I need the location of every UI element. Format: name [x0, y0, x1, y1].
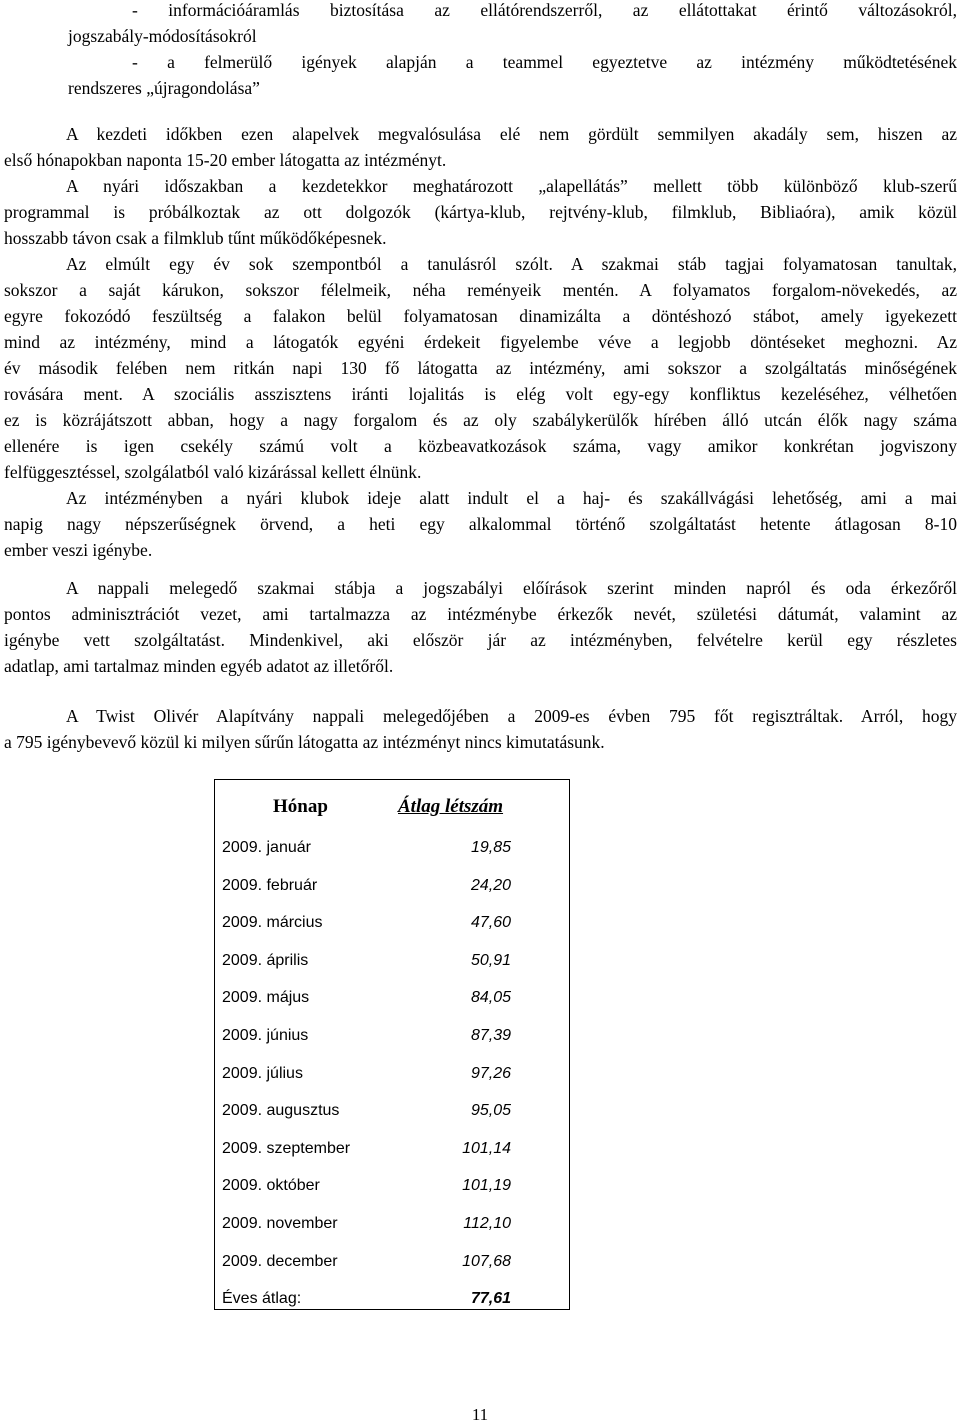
text-line: rendszeres „újragondolása” [68, 78, 260, 98]
text-line: év második felében nem ritkán napi 130 fő látogatta az intézmény, ami sokszor a szolgáltatás minőségének [4, 358, 957, 378]
average-cell: 84,05 [470, 989, 511, 1007]
monthly-average-table [214, 779, 570, 1310]
header-month: Hónap [273, 796, 328, 817]
average-cell: 112,10 [463, 1215, 511, 1232]
table-row [215, 976, 569, 1014]
text-line: A kezdeti időkben ezen alapelvek megvalósulása elé nem gördült semmilyen akadály sem, hiszen az [66, 124, 957, 144]
text-line: jogszabály-módosításokról [68, 26, 257, 46]
text-line: A nappali melegedő szakmai stábja a jogszabályi előírások szerint minden napról és oda érkezőről [66, 578, 957, 598]
month-cell: 2009. december [222, 1252, 338, 1270]
average-cell: 87,39 [470, 1027, 511, 1044]
text-line: pontos adminisztrációt vezet, ami tartalmazza az intézménybe érkezők nevét, születési dátumát, valamint az [4, 604, 957, 624]
average-cell: 50,91 [470, 951, 511, 969]
text-line: - a felmerülő igények alapján a teammel egyeztetve az intézmény működtetésének [132, 52, 957, 72]
table-row [215, 1089, 569, 1127]
month-cell: 2009. február [222, 876, 318, 894]
text-line: Az intézményben a nyári klubok ideje alatt indult el a haj- és szakállvágási lehetőség, ami a mai [66, 488, 957, 508]
text-line: felfüggesztéssel, szolgálatból való kizárással kellett élnünk. [4, 462, 422, 482]
month-cell: 2009. március [222, 914, 323, 932]
text-line: igénybe vett szolgáltatást. Mindenkivel, aki először jár az intézményben, felvételre kerül egy részletes [4, 630, 957, 650]
text-line: programmal is próbálkoztak az ott dolgozók (kártya-klub, rejtvény-klub, filmklub, Bibliaóra), amik közül [4, 202, 957, 222]
text-line: a 795 igénybevevő közül ki milyen sűrűn látogatta az intézményt nincs kimutatásunk. [4, 732, 605, 752]
table-row [215, 1202, 569, 1240]
month-cell: 2009. január [222, 839, 311, 856]
table-row [215, 1014, 569, 1052]
month-cell: 2009. november [222, 1215, 338, 1232]
month-cell: 2009. augusztus [222, 1102, 340, 1120]
month-cell: 2009. július [222, 1064, 303, 1082]
table-total-row [215, 1277, 569, 1315]
total-value: 77,61 [470, 1290, 511, 1308]
table-row [215, 901, 569, 939]
page-number: 11 [471, 1405, 489, 1424]
paragraph-block [4, 703, 957, 755]
average-cell: 97,26 [470, 1064, 511, 1082]
month-cell: 2009. június [222, 1027, 309, 1044]
text-line: - információáramlás biztosítása az ellátórendszerről, az ellátottakat érintő változásokról, [132, 0, 957, 20]
table-header [215, 780, 569, 830]
month-cell: 2009. május [222, 989, 310, 1007]
average-cell: 24,20 [470, 876, 511, 894]
total-label: Éves átlag: [222, 1290, 302, 1308]
bullet-list [4, 0, 957, 101]
table-row [215, 1052, 569, 1090]
paragraph-block [4, 575, 957, 679]
text-line: A Twist Olivér Alapítvány nappali melegedőjében a 2009-es évben 795 főt regisztráltak. Arról, hogy [66, 706, 957, 726]
text-line: ellenére is igen csekély számú volt a közbeavatkozások száma, vagy amikor konkrétan jogviszony [4, 436, 957, 456]
text-line: mind az intézmény, mind a látogatók egyéni érdekeit figyelembe véve a legjobb döntéseket meghozni. Az [4, 332, 957, 352]
month-cell: 2009. április [222, 951, 309, 969]
text-line: Az elmúlt egy év sok szempontból a tanulásról szólt. A szakmai stáb tagjai folyamatosan tanultak, [66, 254, 957, 274]
average-cell: 107,68 [462, 1252, 511, 1270]
text-line: napig nagy népszerűségnek örvend, a heti egy alkalommal történő szolgáltatást hetente átlagosan 8-10 [4, 514, 957, 534]
table-row [215, 1127, 569, 1165]
average-cell: 95,05 [470, 1102, 511, 1120]
text-line: ember veszi igénybe. [4, 540, 153, 560]
month-cell: 2009. október [222, 1177, 320, 1195]
average-cell: 101,19 [462, 1177, 511, 1195]
text-line: egyre fokozódó feszültség a falakon belül folyamatosan dinamizálta a döntéshozó stábot, amely igyekezett [4, 306, 957, 326]
table-row [215, 826, 569, 864]
paragraph-block [4, 121, 957, 563]
average-cell: 101,14 [462, 1139, 511, 1157]
text-line: ez is közrájátszott abban, hogy a nagy forgalom és az oly szabálykerülők hírében álló utcán élők nagy száma [4, 410, 957, 430]
table-row [215, 939, 569, 977]
text-line: első hónapokban naponta 15-20 ember látogatta az intézményt. [4, 150, 447, 170]
text-line: rovására ment. A szociális asszisztens iránti lojalitás is elég volt egy-egy konfliktus kezeléséhez, vélhetően [4, 384, 957, 404]
month-cell: 2009. szeptember [222, 1139, 351, 1157]
text-line: sokszor a saját kárukon, sokszor félelmeik, néha reményeik mentén. A folyamatos forgalom-növekedés, az [4, 280, 957, 300]
average-cell: 47,60 [470, 914, 511, 932]
text-line: A nyári időszakban a kezdetekkor meghatározott „alapellátás” mellett több különböző klub-szerű [66, 176, 957, 196]
average-cell: 19,85 [470, 839, 511, 856]
header-average: Átlag létszám [398, 796, 504, 817]
table-row [215, 1240, 569, 1278]
table-row [215, 864, 569, 902]
text-line: adatlap, ami tartalmaz minden egyéb adatot az illetőről. [4, 656, 394, 676]
text-line: hosszabb távon csak a filmklub tűnt működőképesnek. [4, 228, 387, 248]
table-row [215, 1164, 569, 1202]
